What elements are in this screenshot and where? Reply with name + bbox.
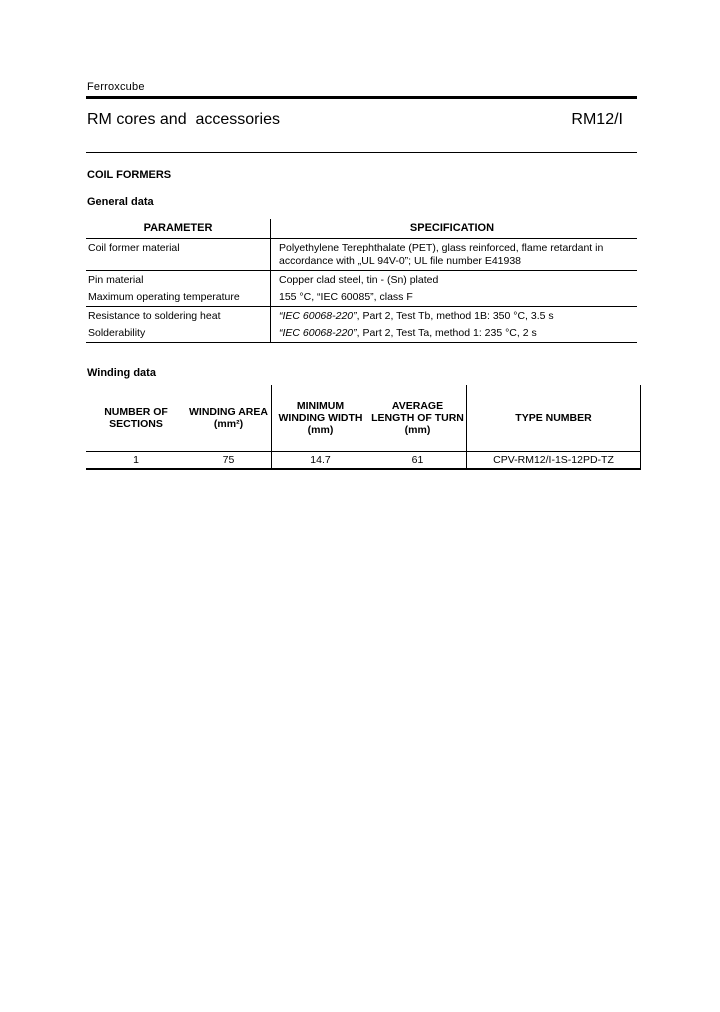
spec-text: , Part 2, Test Ta, method 1: 235 °C, 2 s — [356, 327, 537, 339]
specification-cell — [270, 289, 637, 306]
winding-data-heading: Winding data — [87, 367, 156, 379]
header-rule-thick — [86, 96, 637, 99]
column-header-type-number — [466, 385, 641, 451]
table-row — [86, 239, 637, 271]
general-data-heading: General data — [87, 196, 154, 208]
table-row — [86, 271, 637, 289]
title-row — [87, 111, 637, 129]
column-label: AVERAGE LENGTH OF TURN — [371, 400, 464, 424]
specification-cell — [270, 325, 637, 342]
header-rule-thin — [86, 152, 637, 153]
parameter-cell: Maximum operating temperature — [88, 291, 240, 303]
specification-cell — [270, 239, 637, 270]
parameter-cell: Resistance to soldering heat — [88, 310, 221, 322]
minimum-winding-width-value: 14.7 — [271, 452, 369, 468]
specification-cell — [270, 307, 637, 325]
spec-standard: “IEC 60068-220” — [279, 327, 357, 339]
table-row — [86, 325, 637, 343]
general-table-header-row — [86, 219, 637, 239]
brand-logo: Ferroxcube — [87, 81, 145, 93]
average-length-of-turn-value: 61 — [411, 454, 424, 466]
doc-reference: RM12/I — [571, 111, 623, 128]
column-unit: (mm) — [307, 424, 334, 436]
table-row — [86, 307, 637, 325]
section-heading: COIL FORMERS — [87, 169, 172, 181]
winding-area-value: 75 — [222, 454, 235, 466]
spec-text: Copper clad steel, tin - (Sn) plated — [279, 274, 439, 286]
spec-standard: “IEC 60068-220” — [279, 310, 357, 322]
parameter-cell: Pin material — [88, 274, 144, 286]
column-label: MINIMUM WINDING WIDTH — [278, 400, 363, 424]
parameter-cell: Coil former material — [88, 242, 180, 254]
parameter-cell: Solderability — [88, 327, 146, 339]
sections-value: 1 — [133, 454, 139, 466]
spec-text: , Part 2, Test Tb, method 1B: 350 °C, 3.5 s — [356, 310, 554, 322]
column-label: WINDING AREA — [189, 406, 268, 418]
column-header-average-length-of-turn — [369, 385, 466, 451]
column-unit: (mm) — [404, 424, 431, 436]
column-label: NUMBER OF SECTIONS — [104, 406, 168, 430]
column-header-minimum-winding-width — [271, 385, 369, 451]
column-label: TYPE NUMBER — [515, 412, 592, 424]
column-unit: (mm²) — [213, 418, 244, 430]
winding-data-table — [86, 385, 641, 470]
page-title: RM cores and accessories — [87, 111, 280, 128]
winding-table-header-row — [86, 385, 641, 452]
column-header-winding-area — [186, 385, 271, 451]
column-header-specification: SPECIFICATION — [270, 219, 637, 238]
column-header-parameter: PARAMETER — [143, 222, 213, 234]
column-header-number-of-sections — [86, 385, 186, 451]
general-data-table — [86, 219, 637, 343]
winding-table-data-row — [86, 452, 641, 470]
spec-text: Polyethylene Terephthalate (PET), glass reinforced, flame retardant in accordance with „UL 94V-0”; UL file number E41938 — [279, 242, 604, 267]
specification-cell — [270, 271, 637, 289]
spec-text: 155 °C, “IEC 60085”, class F — [279, 291, 413, 303]
table-row — [86, 289, 637, 307]
type-number-value: CPV-RM12/I-1S-12PD-TZ — [466, 452, 641, 468]
